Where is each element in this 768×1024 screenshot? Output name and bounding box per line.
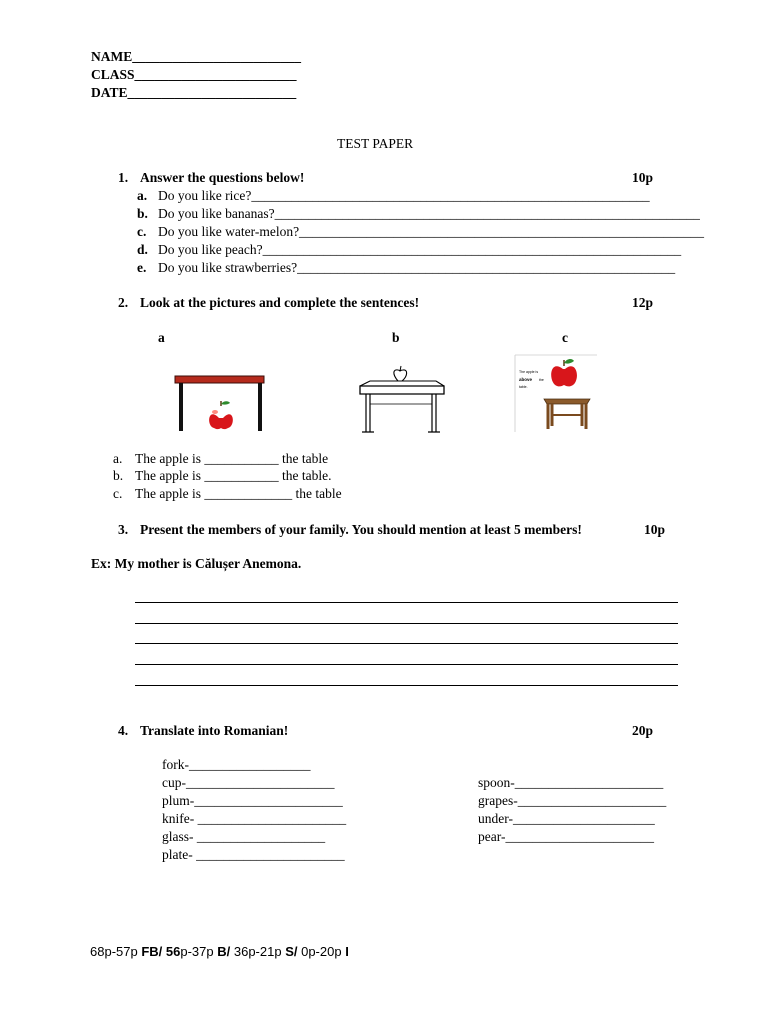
grade-range: 36p-21p (233, 944, 286, 959)
grade-label: FB/ (141, 944, 166, 959)
grade-label: S/ (285, 944, 302, 959)
q2-number: 2. (118, 295, 129, 310)
grade-range: 56 (165, 944, 181, 959)
q1-item-letter: a. (137, 188, 148, 203)
apple-icon (394, 366, 407, 381)
grade-label: I (345, 944, 349, 959)
picture-c-caption-line-2: above (519, 377, 533, 382)
translate-word[interactable]: pear-______________________ (478, 829, 654, 844)
translate-word[interactable]: grapes-______________________ (478, 793, 667, 808)
picture-c-caption-line-3: the (539, 378, 544, 382)
q2-sentence-letter: a. (113, 451, 123, 466)
translate-word[interactable]: cup-______________________ (162, 775, 335, 790)
q1-item-answer[interactable]: Do you like rice?___________________________________________________________ (158, 188, 650, 203)
answer-line[interactable] (135, 623, 678, 624)
picture-label-c: c (562, 330, 568, 345)
q2-text: Look at the pictures and complete the sentences! (140, 295, 420, 310)
q1-item-answer[interactable]: Do you like strawberries?________________________________________________________ (158, 260, 676, 275)
answer-line[interactable] (135, 664, 678, 665)
translate-word[interactable]: plum-______________________ (162, 793, 343, 808)
q1-item-answer[interactable]: Do you like bananas?_______________________________________________________________ (158, 206, 700, 221)
translate-word[interactable]: knife- ______________________ (162, 811, 347, 826)
q2-points: 12p (632, 295, 654, 310)
q2-sentence-letter: b. (113, 468, 124, 483)
translate-word[interactable]: plate- ______________________ (162, 847, 345, 862)
q3-points: 10p (644, 522, 666, 537)
q1-item-letter: b. (137, 206, 148, 221)
q2-sentence[interactable]: The apple is ___________ the table (135, 451, 329, 466)
translate-word[interactable]: spoon-______________________ (478, 775, 664, 790)
q1-points: 10p (632, 170, 654, 185)
picture-c-caption-line-1: The apple is (519, 370, 539, 374)
name-field[interactable]: NAME_________________________ (91, 49, 301, 64)
date-field[interactable]: DATE_________________________ (91, 85, 297, 100)
grade-range: p-37p (180, 944, 218, 959)
translate-word[interactable]: under-_____________________ (478, 811, 655, 826)
q1-item-answer[interactable]: Do you like water-melon?____________________________________________________________ (158, 224, 705, 239)
picture-c-caption-line-4: table. (519, 385, 528, 389)
answer-line[interactable] (135, 685, 678, 686)
q4-points: 20p (632, 723, 654, 738)
q4-text: Translate into Romanian! (140, 723, 289, 738)
answer-line[interactable] (135, 602, 678, 603)
q1-number: 1. (118, 170, 129, 185)
q1-item-letter: c. (137, 224, 147, 239)
picture-label-a: a (158, 330, 165, 345)
picture-apple-above-table (515, 355, 597, 432)
picture-apple-on-table (358, 364, 446, 436)
translate-word[interactable]: glass- ___________________ (162, 829, 326, 844)
q4-number: 4. (118, 723, 129, 738)
grade-range: 0p-20p (301, 944, 346, 959)
picture-apple-under-table (164, 346, 284, 436)
picture-label-b: b (392, 330, 400, 345)
q2-sentence[interactable]: The apple is _____________ the table (135, 486, 342, 501)
q1-text: Answer the questions below! (140, 170, 305, 185)
q2-sentence[interactable]: The apple is ___________ the table. (135, 468, 332, 483)
q1-item-letter: d. (137, 242, 148, 257)
grade-range: 68p-57p (90, 944, 142, 959)
q3-text: Present the members of your family. You should mention at least 5 members! (140, 522, 582, 537)
answer-line[interactable] (135, 643, 678, 644)
q2-sentence-letter: c. (113, 486, 123, 501)
q1-item-answer[interactable]: Do you like peach?______________________________________________________________ (158, 242, 682, 257)
grading-scale (90, 945, 349, 958)
class-field[interactable]: CLASS________________________ (91, 67, 297, 82)
q3-number: 3. (118, 522, 129, 537)
q1-item-letter: e. (137, 260, 147, 275)
q3-example: Ex: My mother is Călușer Anemona. (91, 556, 302, 571)
page-title: TEST PAPER (337, 136, 414, 151)
translate-word[interactable]: fork-__________________ (162, 757, 311, 772)
grade-label: B/ (217, 944, 234, 959)
